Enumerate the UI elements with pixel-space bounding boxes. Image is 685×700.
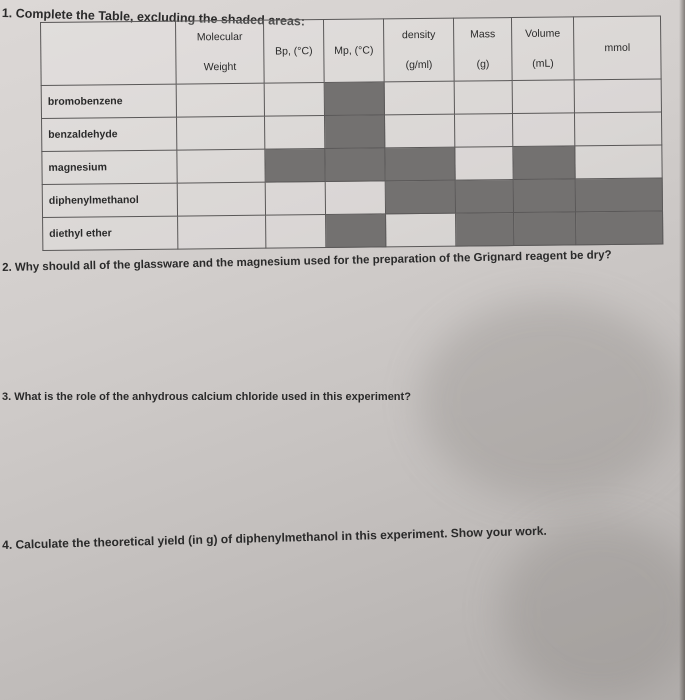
table-header-row: [41, 16, 662, 85]
reagent-table-wrapper: [40, 16, 662, 251]
column-header-line1: Bp, (°C): [275, 45, 313, 58]
blank-answer-cell[interactable]: [574, 112, 661, 146]
blank-answer-cell[interactable]: [454, 81, 512, 115]
column-header-line1: Mass: [470, 28, 496, 41]
shaded-cell: [385, 180, 455, 214]
shaded-cell: [326, 214, 386, 248]
blank-answer-cell[interactable]: [386, 213, 456, 247]
shaded-cell: [513, 179, 575, 213]
reagent-table: [40, 15, 663, 250]
column-header-line1: [45, 53, 171, 54]
blank-answer-cell[interactable]: [177, 182, 265, 216]
column-header-line2: (mL): [532, 57, 554, 70]
blank-answer-cell[interactable]: [264, 116, 324, 150]
column-header: [453, 18, 512, 82]
compound-name: benzaldehyde: [42, 117, 177, 151]
blank-answer-cell[interactable]: [177, 149, 265, 183]
shaded-cell: [576, 211, 663, 245]
question-3: 3. What is the role of the anhydrous calcium chloride used in this experiment?: [2, 391, 411, 403]
blank-answer-cell[interactable]: [512, 113, 574, 147]
column-header: [175, 20, 264, 84]
blank-answer-cell[interactable]: [574, 79, 661, 113]
shaded-cell: [456, 213, 514, 247]
shaded-cell: [455, 180, 513, 214]
shaded-cell: [265, 149, 325, 183]
column-header-line1: density: [401, 28, 436, 42]
blank-answer-cell[interactable]: [325, 181, 385, 215]
table-row: [43, 211, 663, 250]
question-1: 1. Complete the Table, excluding the shaded areas:: [1, 6, 306, 29]
column-header-line1: mmol: [604, 41, 631, 55]
blank-answer-cell[interactable]: [384, 114, 454, 148]
column-header-line1: Volume: [525, 27, 561, 40]
blank-answer-cell[interactable]: [512, 80, 574, 114]
blank-answer-cell[interactable]: [177, 116, 265, 150]
column-header-line2: (g/ml): [405, 58, 433, 72]
shaded-cell: [324, 82, 384, 116]
shadow-area: [420, 300, 680, 500]
column-header-line2: [45, 53, 171, 54]
blank-answer-cell[interactable]: [176, 83, 264, 117]
blank-answer-cell[interactable]: [384, 81, 454, 115]
shadow-area: [500, 520, 685, 700]
blank-answer-cell[interactable]: [454, 114, 512, 148]
table-body: [41, 79, 663, 250]
column-header-line2: (g): [476, 58, 490, 71]
shaded-cell: [325, 148, 385, 182]
shaded-cell: [514, 212, 576, 246]
compound-name: diethyl ether: [43, 216, 178, 250]
column-header: [323, 19, 384, 83]
shaded-cell: [513, 146, 575, 180]
column-header: [41, 21, 177, 85]
compound-name: magnesium: [42, 150, 177, 184]
shaded-cell: [385, 147, 455, 181]
blank-answer-cell[interactable]: [265, 182, 325, 216]
blank-answer-cell[interactable]: [575, 145, 662, 179]
question-2: 2. Why should all of the glassware and the magnesium used for the preparation of the Grignard reagent be dry?: [2, 249, 612, 274]
column-header: [383, 18, 454, 82]
blank-answer-cell[interactable]: [455, 147, 513, 181]
shaded-cell: [324, 115, 384, 149]
page-edge-shadow: [679, 0, 685, 700]
shaded-cell: [575, 178, 662, 212]
column-header-line2: Weight: [203, 60, 237, 74]
blank-answer-cell[interactable]: [178, 215, 266, 249]
column-header: [511, 17, 574, 81]
blank-answer-cell[interactable]: [264, 83, 324, 117]
question-4: 4. Calculate the theoretical yield (in g) of diphenylmethanol in this experiment. Show your work.: [2, 523, 547, 552]
column-header-line1: Molecular: [196, 30, 243, 44]
column-header: [263, 20, 324, 84]
compound-name: bromobenzene: [41, 84, 176, 118]
compound-name: diphenylmethanol: [42, 183, 177, 217]
blank-answer-cell[interactable]: [266, 215, 326, 249]
column-header-line1: Mp, (°C): [334, 44, 374, 57]
column-header: [573, 16, 661, 80]
